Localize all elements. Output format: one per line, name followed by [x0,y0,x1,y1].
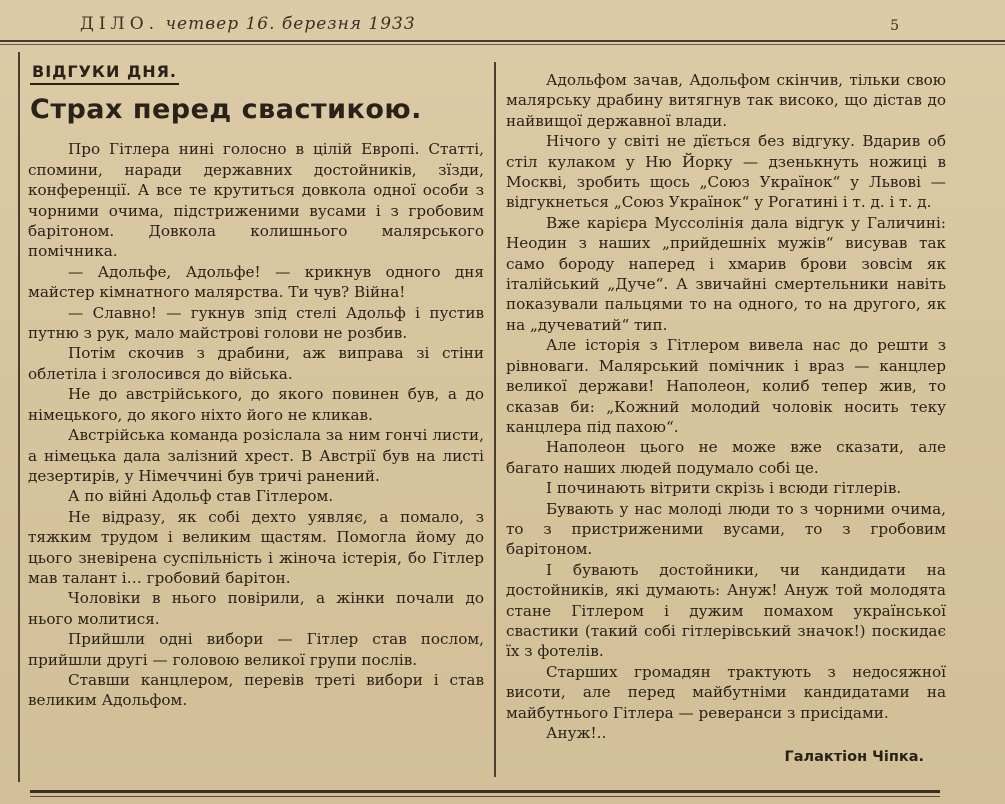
bottom-rule-thin [30,796,940,797]
page-number: 5 [890,18,900,34]
paragraph: Не відразу, як собі дехто уявляє, а помало, з тяжким трудом і великим щастям. Помогла йому до цього зневірена суспільність і жіноча істерія, бо Гітлер мав талант і… гробовий барітон. [28,507,484,587]
paragraph: Вже карієра Муссолінія дала відгук у Галичині: Неодин з наших „прийдешніх мужів“ висував так само бороду наперед і хмарив брови зовсім як італійський „Дуче“. А звичайні смертельники навіть показували пальцями то на одного, то на другого, як на „дучеватий“ тип. [506,213,946,334]
paragraph: Ставши канцлером, перевів треті вибори і став великим Адольфом. [28,670,484,710]
paragraph: Наполеон цього не може вже сказати, але багато наших людей подумало собі це. [506,438,946,477]
left-column-rule [18,52,20,782]
paragraph: Ануж!.. [546,724,607,742]
paragraph: Адольфом зачав, Адольфом скінчив, тільки свою малярську драбину витягнув так високо, що дістав до найвищої державної влади. [506,71,946,130]
paragraph: І починають вітрити скрізь і всюди гітлерів. [546,479,902,498]
paragraph: Але історія з Гітлером вивела нас до решти з рівноваги. Малярський помічник і враз — канцлер великої держави! Наполеон, колиб тепер жив, то сказав би: „Кожний молодий чоловік носить теку канцлера під пахою“. [506,336,946,436]
paragraph: Прийшли одні вибори — Гітлер став послом, прийшли другі — головою великої групи послів. [28,630,484,669]
paragraph: Про Гітлера нині голосно в цілій Европі. Статті, спомини, наради державних достойників, зїзди, конференції. А все те крутиться довкола одної особи з чорними очима, підстриженими вусами і з гробовим барітоном. Довкола колишнього малярського помічника. [28,140,484,261]
article-headline: Страх перед свастикою. [30,94,422,126]
paragraph: Не до австрійського, до якого повинен був, а до німецького, до якого ніхто його не кликав. [28,385,484,424]
article-right-column [506,70,946,768]
article-left-column [28,62,484,711]
author-signature: Галактіон Чіпка. [784,749,924,766]
newspaper-title: ДІЛО. [80,14,160,34]
middle-column-rule [494,62,496,777]
paragraph: Бувають у нас молоді люди то з чорними очима, то з пристриженими вусами, то з гробовим барітоном. [506,499,946,559]
paragraph: А по війні Адольф став Гітлером. [68,487,334,506]
paragraph: Потім скочив з драбини, аж виправа зі стіни облетіла і зголосився до війська. [28,344,484,383]
paragraph: — Славно! — гукнув зпід стелі Адольф і пустив путню з рук, мало майстрові голови не розбив. [28,303,484,343]
paragraph: Австрійська команда розіслала за ним гончі листи, а німецька дала залізний хрест. В Австрії був на листі дезертирів, у Німеччині був тричі ранений. [28,426,484,485]
paragraph: І бувають достойники, чи кандидати на достойників, які думають: Ануж! Ануж той молодята стане Гітлером і дужим помахом української свастики (такий собі гітлерівський значок!) поскидає їх з фотелів. [506,560,946,661]
masthead [80,14,930,40]
top-rule-thin [0,44,1005,45]
bottom-rule [30,790,940,793]
issue-date: четвер 16. березня 1933 [165,14,416,34]
paragraph: — Адольфе, Адольфе! — крикнув одного дня майстер кімнатного малярства. Ти чув? Війна! [28,262,484,302]
paragraph: Старших громадян трактують з недосяжної висоти, але перед майбутніми кандидатами на майбутнього Гітлера — реверанси з присідами. [506,662,946,722]
paragraph: Чоловіки в нього повірили, а жінки почали до нього молитися. [28,589,484,628]
section-kicker: ВІДГУКИ ДНЯ. [30,62,179,85]
top-rule [0,40,1005,42]
paragraph: Нічого у світі не дїється без відгуку. Вдарив об стіл кулаком у Ню Йорку — дзенькнуть ножиці в Москві, зробить щось „Союз Українок“ у Львові — відгукнеться „Союз Українок“ у Рогатині і т. д. і т. д. [506,132,946,212]
